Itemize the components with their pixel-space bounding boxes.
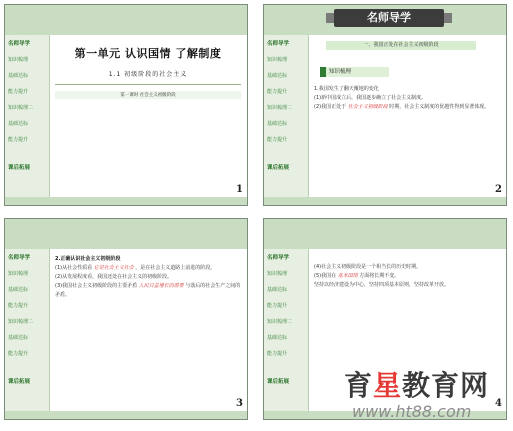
text-line: (1)新中国成立后，我国逐步确立了社会主义制度。 — [314, 95, 427, 101]
slide-top-bar — [5, 219, 247, 249]
text-span: (2)我国正处于 — [314, 104, 347, 110]
section-header: 名师导学 — [334, 9, 444, 27]
nav-item[interactable]: 基础达标 — [8, 287, 29, 293]
answer-blank: 社会主义初级阶段 — [347, 104, 388, 110]
text-span: (5)我国在 — [314, 273, 337, 279]
watermark-text-star: 星 — [373, 369, 403, 402]
nav-item[interactable]: 知识梳理 — [8, 271, 29, 277]
watermark-text-right: 教育网 — [402, 369, 490, 402]
nav-item[interactable]: 名师导学 — [8, 255, 31, 261]
text-span: 与落后的社会生产之间的矛盾。 — [55, 283, 241, 298]
divider — [55, 84, 241, 85]
nav-item[interactable]: 知识梳理二 — [267, 105, 293, 111]
page-number: 3 — [236, 398, 243, 409]
slide-content — [55, 45, 241, 193]
text-line: (4)社会主义初级阶段是一个相当长的历史时期。 — [314, 264, 422, 270]
nav-item[interactable]: 课后拓展 — [8, 165, 31, 171]
nav-item[interactable]: 基础达标 — [8, 335, 29, 341]
nav-item[interactable]: 基础达标 — [8, 73, 29, 79]
page-number: 4 — [495, 398, 502, 409]
slide-2[interactable] — [263, 4, 507, 206]
nav-item[interactable]: 能力提升 — [8, 89, 29, 95]
nav-item[interactable]: 能力提升 — [267, 137, 288, 143]
text-line — [55, 264, 241, 273]
nav-item[interactable]: 知识梳理 — [267, 271, 288, 277]
nav-item[interactable]: 知识梳理二 — [267, 319, 293, 325]
text-span: (1)从社会性质看 — [55, 265, 93, 271]
text-span: (3)我国社会主义初级阶段的主要矛盾 — [55, 283, 138, 289]
watermark-logo-text — [344, 364, 489, 404]
nav-item[interactable]: 能力提升 — [267, 89, 288, 95]
text-line — [55, 282, 241, 300]
slide-content — [55, 255, 241, 407]
site-watermark — [344, 360, 513, 430]
page-number: 1 — [236, 184, 243, 195]
nav-item[interactable]: 名师导学 — [8, 41, 31, 47]
nav-item[interactable]: 知识梳理二 — [8, 319, 34, 325]
slide-bottom-bar — [264, 197, 506, 205]
text-line: (2)从发展程度看，我国还处在社会主义的初级阶段。 — [55, 274, 173, 280]
nav-item[interactable]: 课后拓展 — [267, 379, 290, 385]
section-heading: 2.正确认识社会主义初级阶段 — [55, 256, 121, 262]
text-span: ，是在社会主义道路上前进的阶段。 — [135, 265, 216, 271]
lesson-title: 1.1 初级阶段的社会主义 — [108, 71, 188, 78]
answer-blank: 人民日益增长的需要 — [138, 283, 184, 289]
nav-item[interactable]: 知识梳理 — [8, 57, 29, 63]
slide-1[interactable] — [4, 4, 248, 206]
nav-item[interactable]: 能力提升 — [267, 351, 288, 357]
slide-top-bar — [5, 5, 247, 35]
nav-item[interactable]: 基础达标 — [267, 287, 288, 293]
knowledge-section-tag: 知识梳理 — [320, 67, 389, 77]
text-line — [314, 272, 500, 281]
nav-item[interactable]: 基础达标 — [267, 335, 288, 341]
topic-banner: 一、我国正处在社会主义初级阶段 — [326, 41, 476, 50]
text-span: 方面将长期不变。 — [359, 273, 400, 279]
slide-bottom-bar — [5, 411, 247, 419]
nav-item[interactable]: 能力提升 — [8, 303, 29, 309]
text-span: 时期，社会主义制度的优越性得到显著体现。 — [389, 104, 490, 110]
nav-item[interactable]: 基础达标 — [8, 121, 29, 127]
nav-item[interactable]: 课后拓展 — [8, 379, 31, 385]
slide-3[interactable] — [4, 218, 248, 420]
watermark-url: www.ht88.com — [352, 402, 472, 421]
nav-item[interactable]: 名师导学 — [267, 41, 290, 47]
watermark-text-left: 育 — [344, 369, 374, 402]
nav-item[interactable]: 能力提升 — [267, 303, 288, 309]
slide-bottom-bar — [5, 197, 247, 205]
text-line: 坚持以经济建设为中心，坚持四项基本原则，坚持改革开放。 — [314, 282, 450, 288]
nav-item[interactable]: 能力提升 — [8, 137, 29, 143]
nav-item[interactable]: 能力提升 — [8, 351, 29, 357]
slide-top-bar — [264, 219, 506, 249]
nav-item[interactable]: 知识梳理二 — [8, 105, 34, 111]
nav-item[interactable]: 知识梳理 — [267, 57, 288, 63]
nav-item[interactable]: 课后拓展 — [267, 165, 290, 171]
answer-blank: 基本国情 — [337, 273, 358, 279]
text-line — [314, 103, 500, 112]
nav-item[interactable]: 名师导学 — [267, 255, 290, 261]
lesson-subtitle: 第一课时 社会主义初级阶段 — [55, 91, 241, 99]
nav-item[interactable]: 基础达标 — [267, 73, 288, 79]
text-line: 1.我国发生了翻天覆地的变化 — [314, 86, 379, 92]
unit-title: 第一单元 认识国情 了解制度 — [74, 47, 222, 60]
page-number: 2 — [495, 184, 502, 195]
slide-content — [314, 85, 500, 193]
answer-blank: 它是社会主义社会 — [93, 265, 134, 271]
nav-item[interactable]: 基础达标 — [267, 121, 288, 127]
